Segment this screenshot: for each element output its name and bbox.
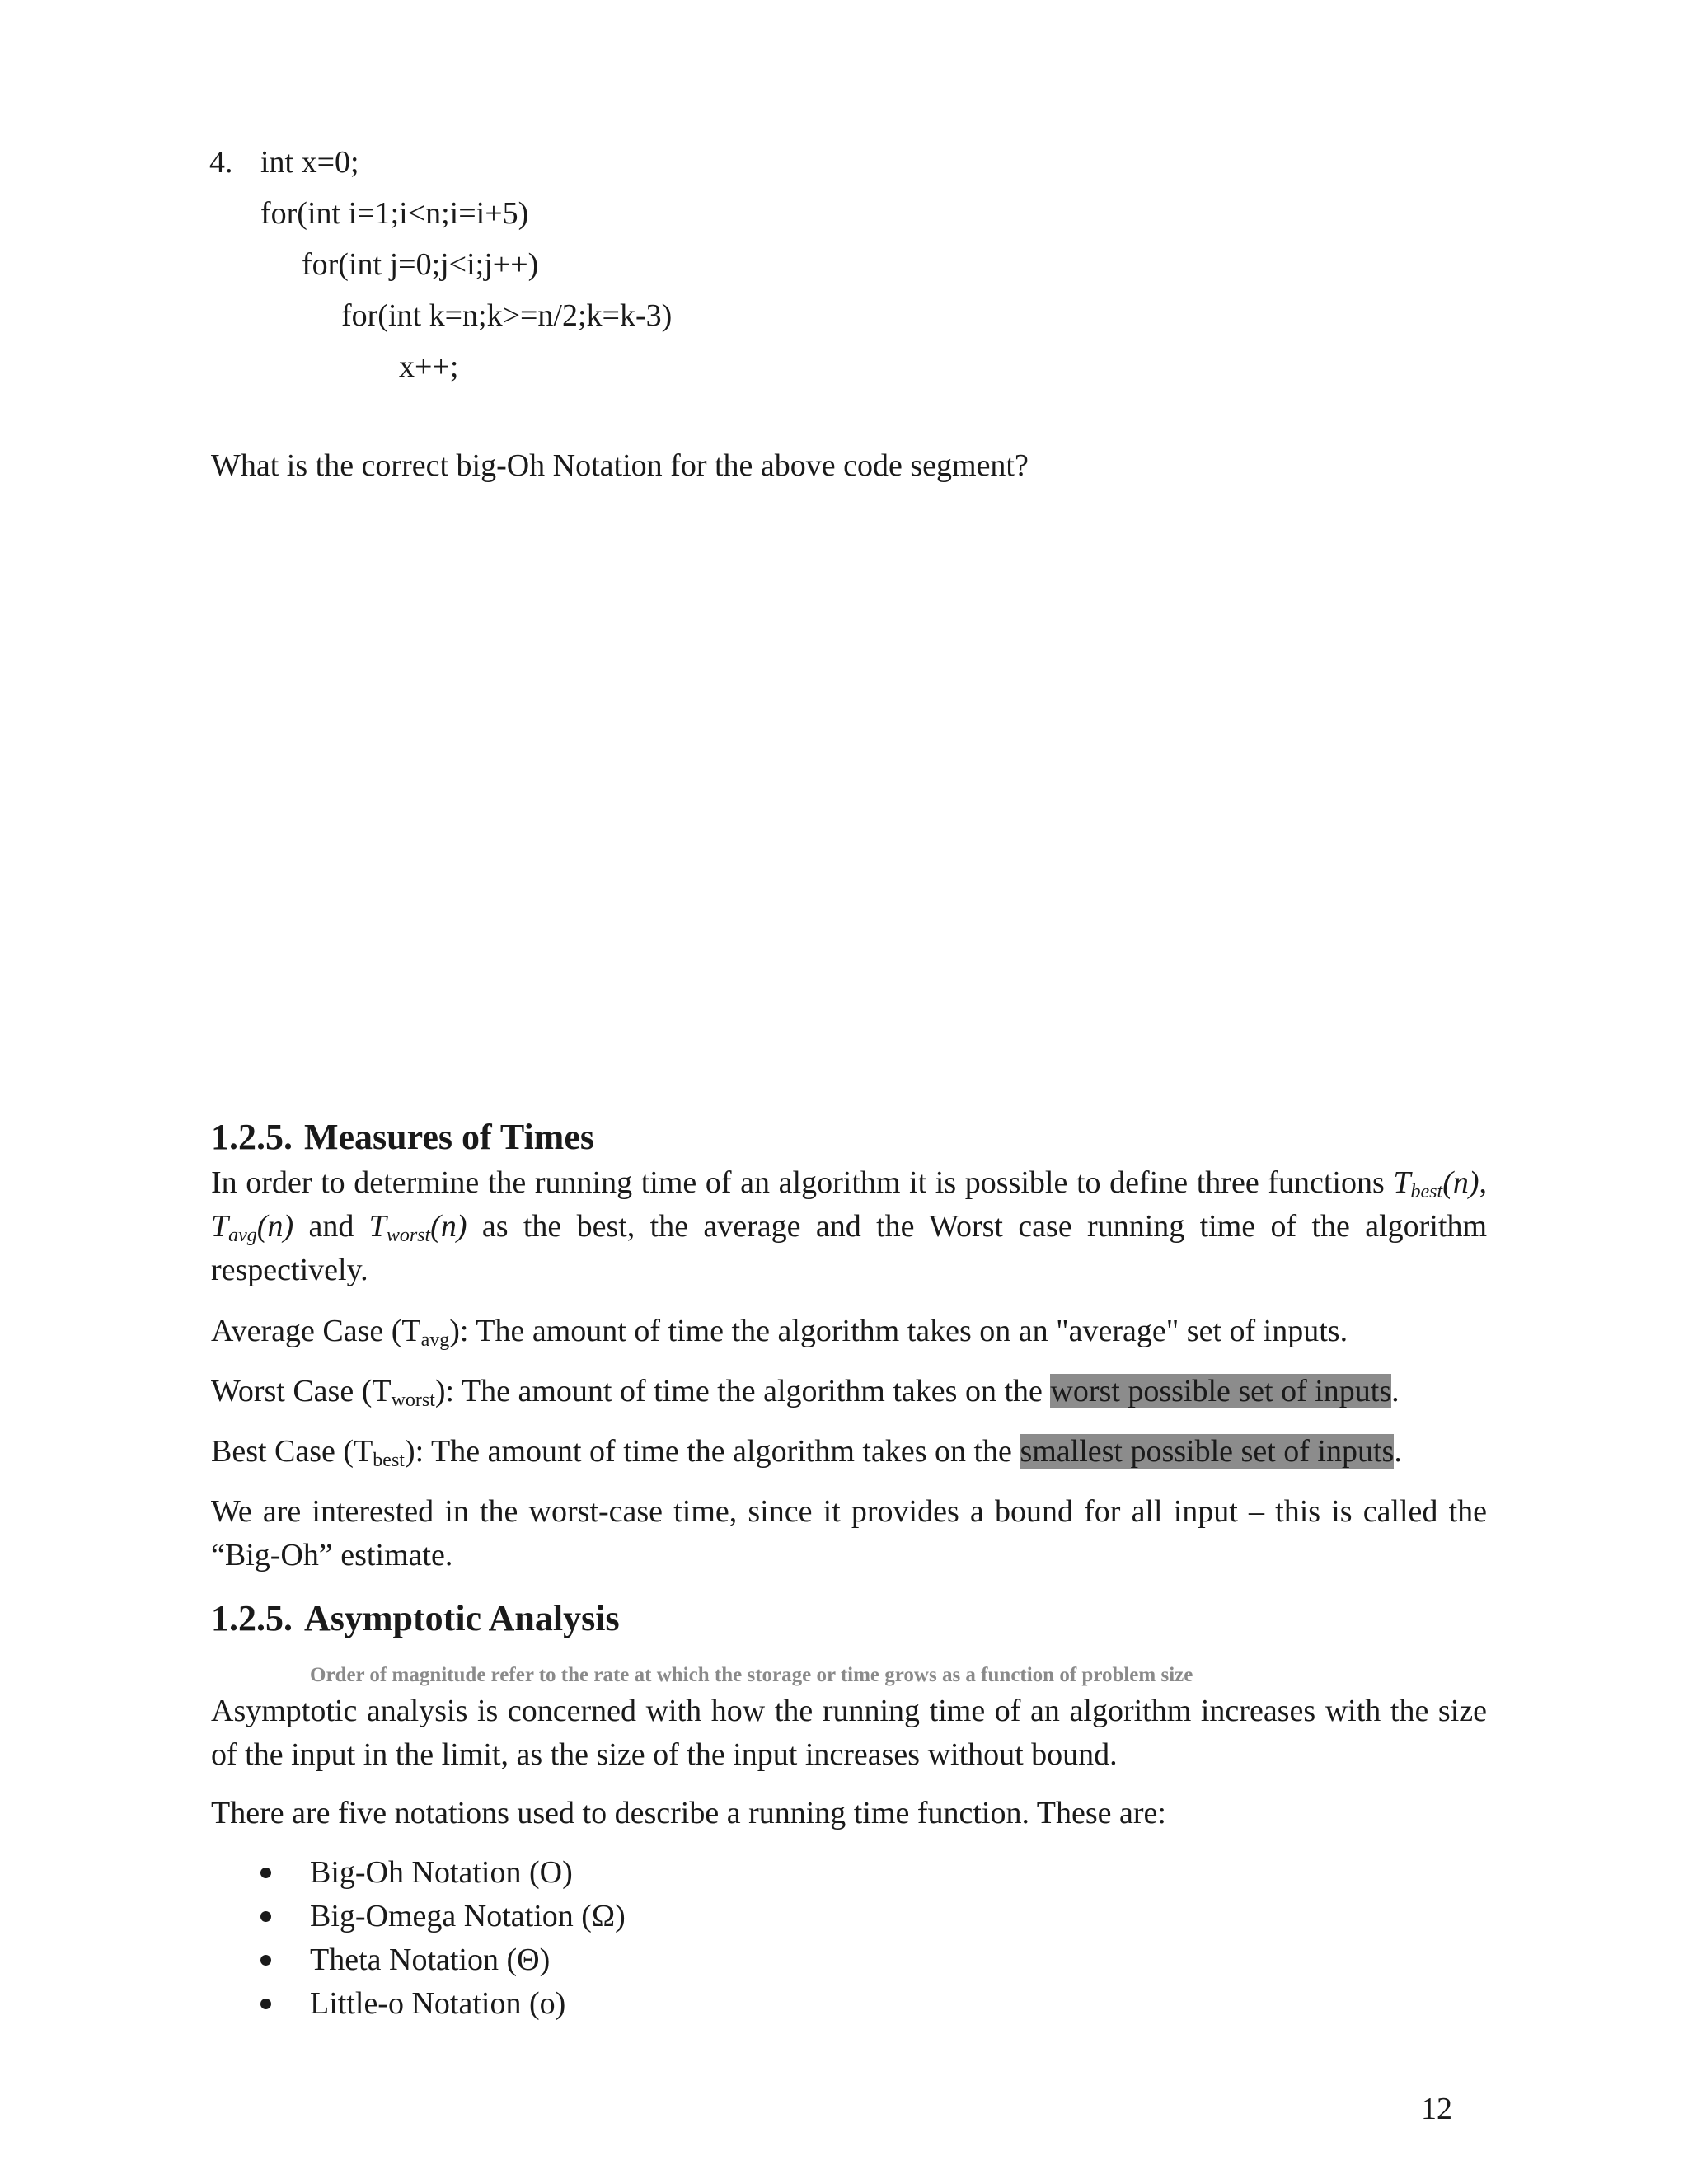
t-avg-symbol: T xyxy=(211,1209,229,1244)
t-worst-symbol: T xyxy=(368,1209,387,1244)
asymptotic-paragraph: Asymptotic analysis is concerned with how the running time of an algorithm increases with the size of the input in the limit, as the size of the input increases without bound. xyxy=(211,1694,1487,1772)
worst-description: ): The amount of time the algorithm takes on the xyxy=(434,1374,1051,1408)
worst-subscript: worst xyxy=(391,1390,435,1411)
t-best-function xyxy=(1393,1165,1479,1200)
conjunction: and xyxy=(293,1209,369,1244)
t-best-symbol: T xyxy=(1393,1165,1411,1200)
intro-text-end: as the best, the average and the Worst case running time of the algorithm respectively. xyxy=(211,1209,1487,1287)
section-heading-asymptotic xyxy=(211,1594,620,1643)
worst-highlight: worst possible set of inputs xyxy=(1050,1374,1392,1408)
margin-note: Order of magnitude refer to the rate at which the storage or time grows as a function of problem size xyxy=(310,1664,1193,1686)
list-item xyxy=(211,1851,626,1895)
t-worst-function xyxy=(369,1209,467,1244)
t-worst-argument: (n) xyxy=(430,1209,467,1244)
average-case-line xyxy=(211,1310,1487,1353)
code-line-5: x++; xyxy=(399,349,459,384)
section-title: Measures of Times xyxy=(304,1117,594,1157)
list-item xyxy=(211,1938,626,1982)
question-number: 4. xyxy=(209,145,233,180)
worst-case-interest-paragraph: We are interested in the worst-case time, since it provides a bound for all input – this is called the “Big-Oh” estimate. xyxy=(211,1494,1487,1572)
bullet-icon xyxy=(260,1999,271,2009)
notation-label: Theta Notation (Θ) xyxy=(310,1943,551,1977)
worst-case-line xyxy=(211,1370,1487,1413)
code-line-4: for(int k=n;k>=n/2;k=k-3) xyxy=(341,298,673,333)
list-item xyxy=(211,1982,626,2026)
section-number: 1.2.5. xyxy=(211,1117,293,1157)
notation-label: Big-Oh Notation (O) xyxy=(310,1855,573,1890)
code-line-2: for(int i=1;i<n;i=i+5) xyxy=(260,196,529,231)
best-period: . xyxy=(1394,1434,1402,1469)
average-subscript: avg xyxy=(420,1329,450,1351)
bullet-icon xyxy=(260,1955,271,1966)
best-subscript: best xyxy=(373,1450,405,1471)
best-case-line xyxy=(211,1430,1487,1474)
section-title: Asymptotic Analysis xyxy=(304,1598,620,1638)
t-avg-subscript: avg xyxy=(228,1225,257,1246)
average-lead: Average Case (T xyxy=(211,1314,421,1348)
intro-text: In order to determine the running time of an algorithm it is possible to define three functions xyxy=(211,1165,1394,1200)
bullet-icon xyxy=(260,1868,271,1878)
notation-label: Little-o Notation (o) xyxy=(310,1986,566,2021)
section-heading-measures xyxy=(211,1113,594,1162)
page-number: 12 xyxy=(1421,2092,1452,2126)
notation-list xyxy=(211,1851,626,2026)
t-worst-subscript: worst xyxy=(386,1225,431,1246)
best-highlight: smallest possible set of inputs xyxy=(1020,1434,1395,1469)
notation-label: Big-Omega Notation (Ω) xyxy=(310,1899,626,1933)
t-best-argument: (n) xyxy=(1442,1165,1479,1200)
worst-period: . xyxy=(1391,1374,1400,1408)
section-number: 1.2.5. xyxy=(211,1598,293,1638)
code-line-1 xyxy=(209,140,359,185)
t-avg-function xyxy=(211,1209,293,1244)
code-text: int x=0; xyxy=(260,145,359,180)
question-prompt: What is the correct big-Oh Notation for the above code segment? xyxy=(211,448,1029,483)
average-description: ): The amount of time the algorithm takes on an "average" set of inputs. xyxy=(449,1314,1348,1348)
notations-intro: There are five notations used to describe a running time function. These are: xyxy=(211,1796,1166,1830)
t-best-subscript: best xyxy=(1410,1181,1443,1202)
bullet-icon xyxy=(260,1911,271,1922)
measures-intro-paragraph xyxy=(211,1161,1487,1292)
t-avg-argument: (n) xyxy=(256,1209,294,1244)
code-line-3: for(int j=0;j<i;j++) xyxy=(302,247,539,282)
best-description: ): The amount of time the algorithm takes on the xyxy=(404,1434,1020,1469)
list-item xyxy=(211,1895,626,1938)
best-lead: Best Case (T xyxy=(211,1434,373,1469)
separator: , xyxy=(1479,1165,1487,1200)
worst-lead: Worst Case (T xyxy=(211,1374,392,1408)
